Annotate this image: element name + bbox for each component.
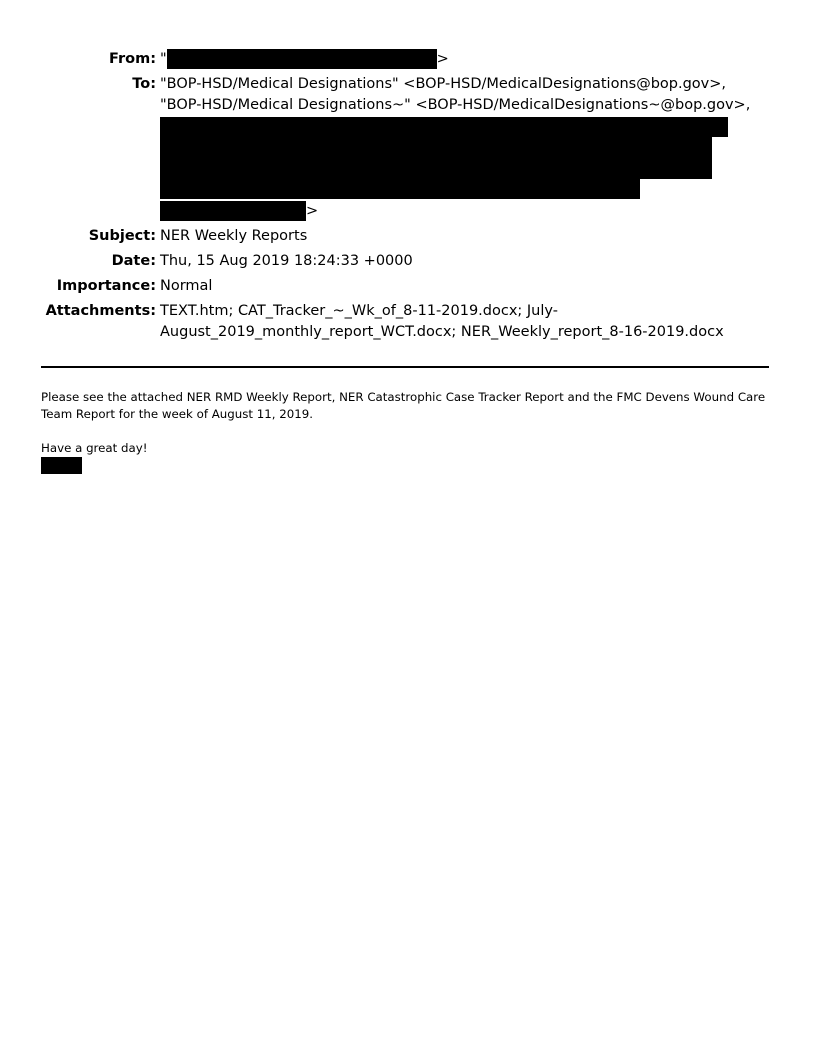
from-value	[160, 49, 760, 70]
importance-value: Normal	[160, 278, 213, 294]
attachments-row	[0, 301, 816, 343]
from-redaction	[167, 49, 437, 69]
to-redaction-2	[160, 136, 712, 158]
from-label: From:	[109, 51, 156, 67]
to-redaction-1	[160, 117, 728, 137]
to-redaction-3	[160, 157, 712, 179]
importance-label: Importance:	[56, 278, 156, 294]
email-header	[0, 49, 816, 347]
to-recipient-2: "BOP-HSD/Medical Designations~" <BOP-HSD/MedicalDesignations~@bop.gov>,	[160, 97, 751, 113]
to-redaction-5	[160, 201, 306, 221]
to-label: To:	[132, 76, 156, 92]
from-row	[0, 49, 816, 70]
attachments-line-1: TEXT.htm; CAT_Tracker_~_Wk_of_8-11-2019.docx; July-	[160, 303, 558, 319]
subject-value: NER Weekly Reports	[160, 228, 308, 244]
body-paragraph: Please see the attached NER RMD Weekly Report, NER Catastrophic Case Tracker Report and the FMC Devens Wound Care Team Report for the week of August 11, 2019.	[41, 390, 766, 421]
to-redaction-block	[160, 116, 760, 201]
date-value: Thu, 15 Aug 2019 18:24:33 +0000	[160, 253, 413, 269]
signature-redaction	[41, 457, 82, 474]
subject-row	[0, 226, 816, 247]
date-row	[0, 251, 816, 272]
attachments-value	[160, 301, 760, 343]
subject-label: Subject:	[88, 228, 156, 244]
from-quote: "	[160, 51, 167, 67]
body-closing: Have a great day!	[41, 441, 148, 455]
to-row	[0, 74, 816, 222]
to-recipient-1: "BOP-HSD/Medical Designations" <BOP-HSD/MedicalDesignations@bop.gov>,	[160, 76, 727, 92]
to-value	[160, 74, 760, 222]
attachments-line-2: August_2019_monthly_report_WCT.docx; NER_Weekly_report_8-16-2019.docx	[160, 324, 724, 340]
to-suffix: >	[306, 203, 319, 219]
importance-row	[0, 276, 816, 297]
header-divider	[41, 366, 769, 368]
attachments-label: Attachments:	[45, 303, 156, 319]
email-body	[41, 389, 771, 474]
to-last-line	[160, 201, 760, 222]
date-label: Date:	[111, 253, 156, 269]
to-redaction-4	[160, 178, 640, 199]
from-suffix: >	[436, 51, 449, 67]
